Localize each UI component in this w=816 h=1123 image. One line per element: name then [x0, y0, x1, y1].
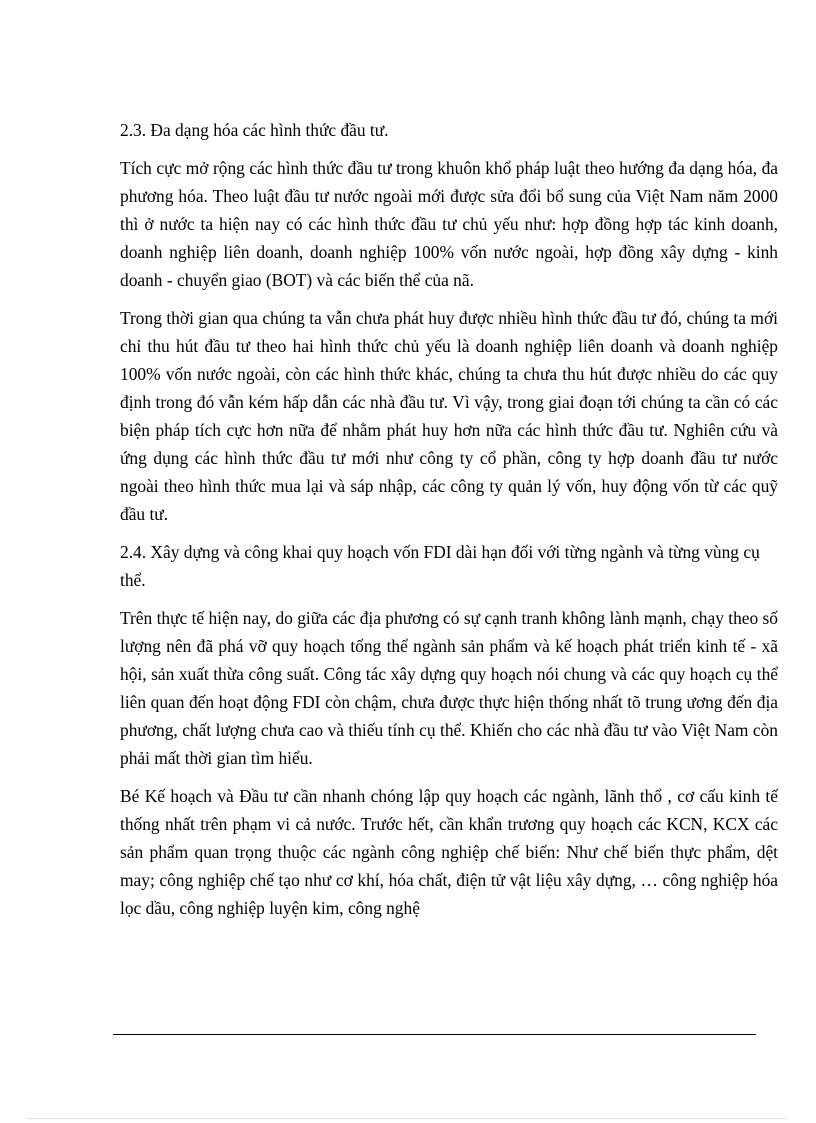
page-body	[120, 116, 778, 932]
page-bottom-edge	[28, 1118, 788, 1119]
paragraph: Trong thời gian qua chúng ta vẫn chưa phát huy được nhiều hình thức đầu tư đó, chúng ta mới chỉ thu hút đầu tư theo hai hình thức chủ yếu là doanh nghiệp liên doanh và doanh nghiệp 100% vốn nước ngoài, còn các hình thức khác, chúng ta chưa thu hút được nhiều do các quy định trong đó vẫn kém hấp dẫn các nhà đầu tư. Vì vậy, trong giai đoạn tới chúng ta cần có các biện pháp tích cực hơn nữa để nhằm phát huy hơn nữa các hình thức đầu tư. Nghiên cứu và ứng dụng các hình thức đầu tư mới như công ty cổ phần, công ty hợp doanh đầu tư nước ngoài theo hình thức mua lại và sáp nhập, các công ty quản lý vốn, huy động vốn từ các quỹ đầu tư.	[120, 308, 778, 524]
section-heading-2-3: 2.3. Đa dạng hóa các hình thức đầu tư.	[120, 120, 389, 140]
paragraph: Trên thực tế hiện nay, do giữa các địa phương có sự cạnh tranh không lành mạnh, chạy theo số lượng nên đã phá vỡ quy hoạch tổng thể ngành sản phẩm và kế hoạch phát triển kinh tế - xã hội, sản xuất thừa công suất. Công tác xây dựng quy hoạch nói chung và các quy hoạch cụ thể liên quan đến hoạt động FDI còn chậm, chưa được thực hiện thống nhất tõ trung ương đến địa phương, chất lượng chưa cao và thiếu tính cụ thể. Khiến cho các nhà đầu tư vào Việt Nam còn phải mất thời gian tìm hiểu.	[120, 608, 778, 768]
paragraph: Tích cực mở rộng các hình thức đầu tư trong khuôn khổ pháp luật theo hướng đa dạng hóa, đa phương hóa. Theo luật đầu tư nước ngoài mới được sửa đổi bổ sung của Việt Nam năm 2000 thì ở nước ta hiện nay có các hình thức đầu tư chủ yếu như: hợp đồng hợp tác kinh doanh, doanh nghiệp liên doanh, doanh nghiệp 100% vốn nước ngoài, hợp đồng xây dựng - kinh doanh - chuyển giao (BOT) và các biến thể của nã.	[120, 158, 778, 290]
paragraph: Bé Kế hoạch và Đầu tư cần nhanh chóng lập quy hoạch các ngành, lãnh thổ , cơ cấu kinh tế thống nhất trên phạm vi cả nước. Trước hết, cần khẩn trương quy hoạch các KCN, KCX các sản phẩm quan trọng thuộc các ngành công nghiệp chế biến: Như chế biến thực phẩm, dệt may; công nghiệp chế tạo như cơ khí, hóa chất, điện tử vật liệu xây dựng, … công nghiệp hóa lọc dầu, công nghiệp luyện kim, công nghệ	[120, 786, 778, 918]
section-heading-2-4: 2.4. Xây dựng và công khai quy hoạch vốn FDI dài hạn đối với từng ngành và từng vùng cụ thể.	[120, 542, 760, 590]
footer-divider	[113, 1034, 756, 1035]
